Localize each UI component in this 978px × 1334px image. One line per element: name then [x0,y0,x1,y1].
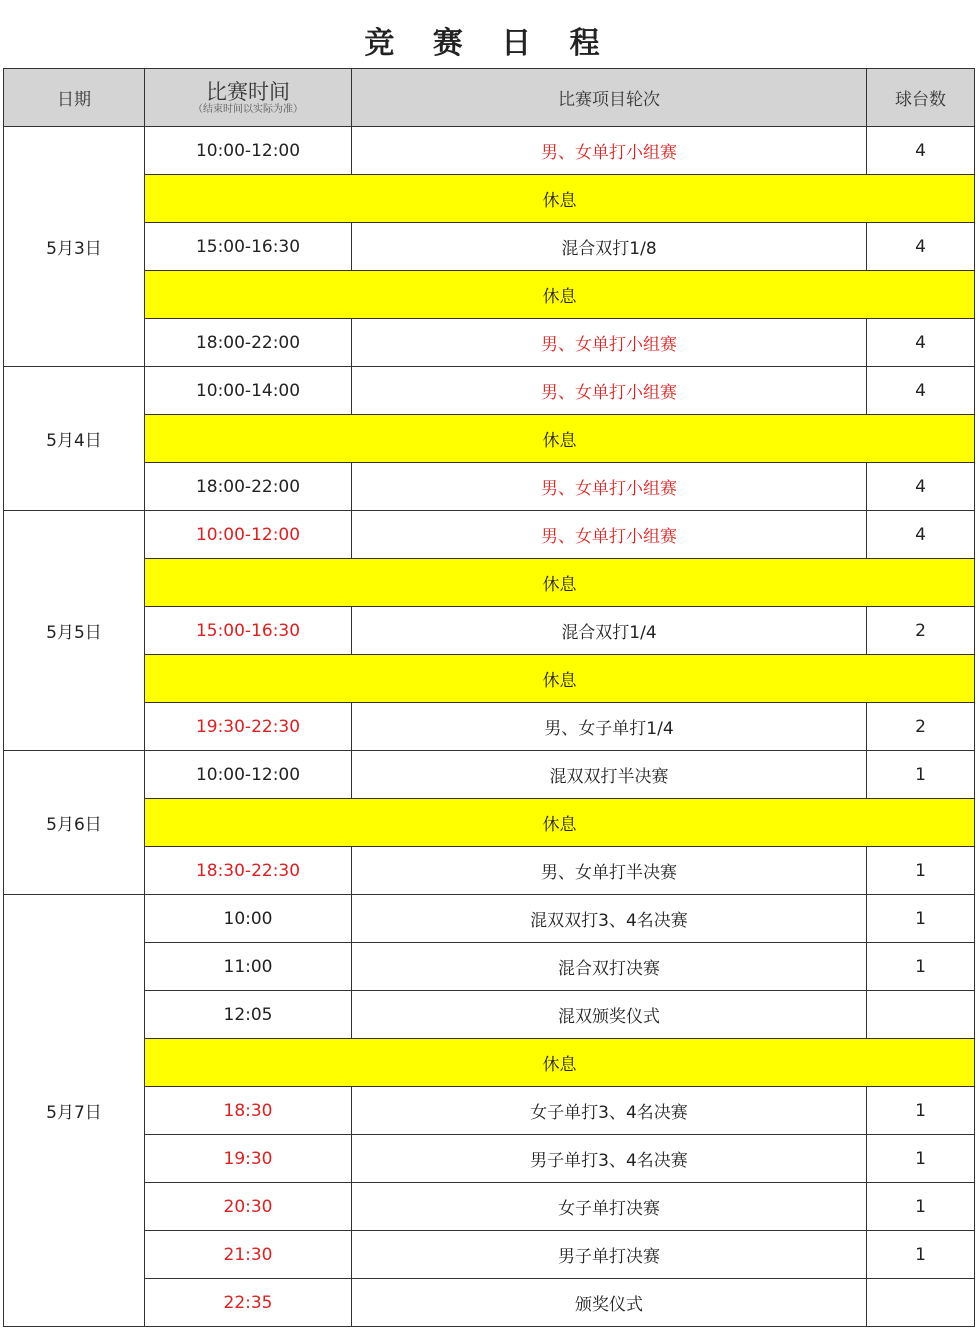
event-cell: 男、女单打半决赛 [352,847,867,895]
schedule-row [4,1231,975,1279]
date-cell: 5月5日 [4,511,145,751]
tables-cell: 4 [867,511,975,559]
tables-cell: 4 [867,223,975,271]
header-tables: 球台数 [867,69,975,127]
schedule-row [4,367,975,415]
time-cell: 15:00-16:30 [145,607,352,655]
event-cell: 男、女单打小组赛 [352,319,867,367]
event-cell: 女子单打3、4名决赛 [352,1087,867,1135]
time-cell: 22:35 [145,1279,352,1327]
event-cell: 男子单打决赛 [352,1231,867,1279]
rest-cell: 休息 [145,175,975,223]
rest-cell: 休息 [145,1039,975,1087]
tables-cell: 2 [867,703,975,751]
rest-cell: 休息 [145,799,975,847]
event-cell: 女子单打决赛 [352,1183,867,1231]
time-cell: 18:00-22:00 [145,319,352,367]
event-cell: 颁奖仪式 [352,1279,867,1327]
time-cell: 21:30 [145,1231,352,1279]
schedule-body [4,127,975,1327]
page-title: 竞 赛 日 程 [364,26,614,61]
tables-cell: 1 [867,1087,975,1135]
event-cell: 混双双打半决赛 [352,751,867,799]
tables-cell: 1 [867,1135,975,1183]
event-cell: 混合双打1/8 [352,223,867,271]
header-time-label: 比赛时间 [206,79,290,104]
rest-row [4,271,975,319]
time-cell: 18:30-22:30 [145,847,352,895]
tables-cell: 4 [867,127,975,175]
event-cell: 男子单打3、4名决赛 [352,1135,867,1183]
event-cell: 男、女子单打1/4 [352,703,867,751]
date-cell: 5月4日 [4,367,145,511]
event-cell: 男、女单打小组赛 [352,127,867,175]
time-cell: 10:00-12:00 [145,751,352,799]
time-cell: 10:00-12:00 [145,511,352,559]
schedule-row [4,1183,975,1231]
tables-cell: 4 [867,319,975,367]
schedule-row [4,511,975,559]
event-cell: 混双双打3、4名决赛 [352,895,867,943]
time-cell: 15:00-16:30 [145,223,352,271]
schedule-table [3,68,975,1327]
schedule-row [4,463,975,511]
rest-cell: 休息 [145,271,975,319]
rest-row [4,559,975,607]
schedule-row [4,751,975,799]
rest-cell: 休息 [145,415,975,463]
event-cell: 混合双打1/4 [352,607,867,655]
schedule-row [4,607,975,655]
event-cell: 混双颁奖仪式 [352,991,867,1039]
time-cell: 10:00-12:00 [145,127,352,175]
rest-cell: 休息 [145,655,975,703]
event-cell: 混合双打决赛 [352,943,867,991]
header-time-note: （结束时间以实际为准） [193,103,303,115]
time-cell: 11:00 [145,943,352,991]
time-cell: 12:05 [145,991,352,1039]
schedule-row [4,943,975,991]
rest-row [4,799,975,847]
time-cell: 18:30 [145,1087,352,1135]
tables-cell: 2 [867,607,975,655]
tables-cell: 1 [867,1231,975,1279]
tables-cell: 1 [867,751,975,799]
time-cell: 20:30 [145,1183,352,1231]
rest-row [4,1039,975,1087]
schedule-row [4,1087,975,1135]
schedule-row [4,319,975,367]
rest-cell: 休息 [145,559,975,607]
time-cell: 10:00-14:00 [145,367,352,415]
header-row [4,69,975,127]
tables-cell: 4 [867,463,975,511]
rest-row [4,175,975,223]
time-cell: 19:30 [145,1135,352,1183]
schedule-row [4,1135,975,1183]
rest-row [4,655,975,703]
schedule-row [4,127,975,175]
header-event: 比赛项目轮次 [352,69,867,127]
tables-cell: 1 [867,1183,975,1231]
schedule-row [4,895,975,943]
schedule-row [4,703,975,751]
tables-cell: 1 [867,847,975,895]
schedule-row [4,847,975,895]
schedule-row [4,1279,975,1327]
date-cell: 5月7日 [4,895,145,1327]
header-date: 日期 [4,69,145,127]
date-cell: 5月3日 [4,127,145,367]
event-cell: 男、女单打小组赛 [352,463,867,511]
time-cell: 18:00-22:00 [145,463,352,511]
tables-cell: 1 [867,895,975,943]
tables-cell: 1 [867,943,975,991]
tables-cell: 4 [867,367,975,415]
time-cell: 19:30-22:30 [145,703,352,751]
rest-row [4,415,975,463]
event-cell: 男、女单打小组赛 [352,367,867,415]
time-cell: 10:00 [145,895,352,943]
tables-cell [867,991,975,1039]
tables-cell [867,1279,975,1327]
header-time [145,69,352,127]
schedule-row [4,991,975,1039]
date-cell: 5月6日 [4,751,145,895]
event-cell: 男、女单打小组赛 [352,511,867,559]
schedule-row [4,223,975,271]
